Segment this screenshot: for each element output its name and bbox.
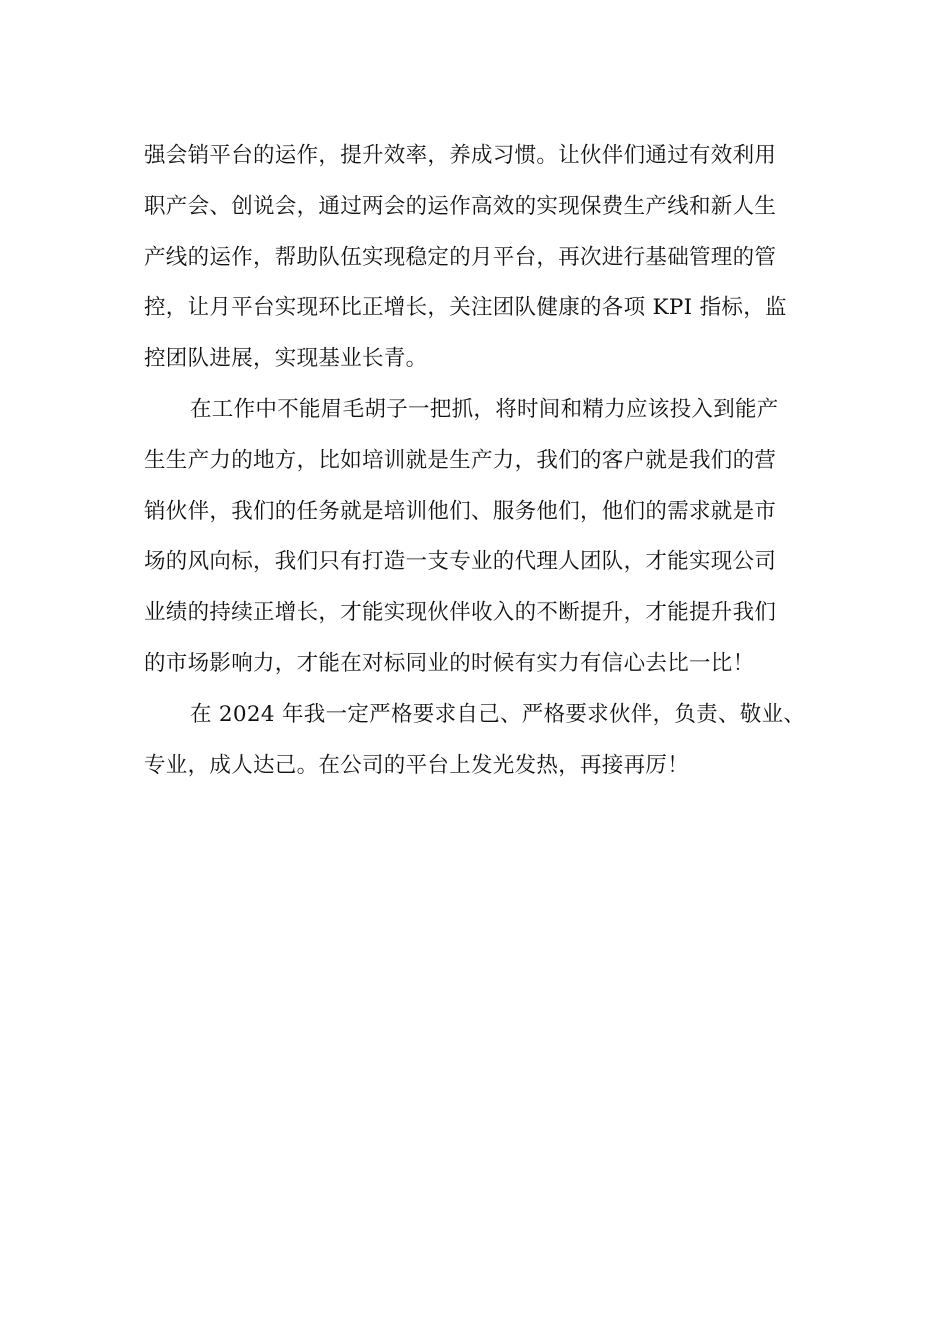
text-line: 生生产力的地方，比如培训就是生产力，我们的客户就是我们的营 bbox=[144, 447, 777, 473]
text-line: 职产会、创说会，通过两会的运作高效的实现保费生产线和新人生 bbox=[144, 193, 777, 219]
text-line: 销伙伴，我们的任务就是培训他们、服务他们，他们的需求就是市 bbox=[144, 498, 777, 524]
paragraph-1 bbox=[144, 131, 808, 385]
paragraph-3 bbox=[144, 690, 808, 792]
text-line: 强会销平台的运作，提升效率，养成习惯。让伙伴们通过有效利用 bbox=[144, 143, 777, 168]
text-line: 产线的运作，帮助队伍实现稳定的月平台，再次进行基础管理的管 bbox=[144, 244, 777, 270]
text-line: 在 2024 年我一定严格要求自己、严格要求伙伴，负责、敬业、 bbox=[190, 701, 806, 727]
text-line: 控，让月平台实现环比正增长，关注团队健康的各项 KPI 指标，监 bbox=[144, 295, 787, 321]
text-line: 业绩的持续正增长，才能实现伙伴收入的不断提升，才能提升我们 bbox=[144, 600, 777, 626]
document-body bbox=[144, 131, 808, 791]
text-line: 专业，成人达己。在公司的平台上发光发热，再接再厉！ bbox=[144, 752, 690, 778]
text-line: 控团队进展，实现基业长青。 bbox=[144, 346, 428, 372]
paragraph-2 bbox=[144, 385, 808, 690]
text-line: 场的风向标，我们只有打造一支专业的代理人团队，才能实现公司 bbox=[144, 549, 777, 575]
text-line: 在工作中不能眉毛胡子一把抓，将时间和精力应该投入到能产 bbox=[190, 396, 779, 422]
text-line: 的市场影响力，才能在对标同业的时候有实力有信心去比一比！ bbox=[144, 650, 755, 676]
